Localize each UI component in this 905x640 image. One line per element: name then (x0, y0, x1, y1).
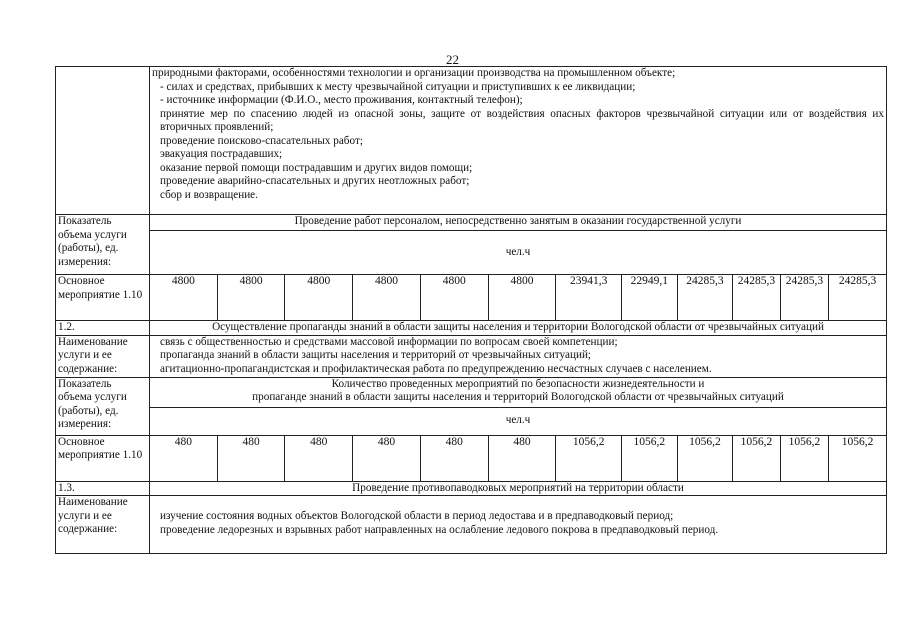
block3-title: Проведение противопаводковых мероприятий на территории области (150, 481, 887, 496)
intro-line: - источнике информации (Ф.И.О., место проживания, контактный телефон); (160, 94, 523, 106)
intro-line: - силах и средствах, прибывших к месту чрезвычайной ситуации и приступивших к ее ликвидации; (160, 80, 636, 93)
content-line: изучение состояния водных объектов Вологодской области в период ледостава и в предпаводковый период; (160, 510, 674, 522)
value-cell: 480 (150, 435, 218, 481)
block1-indicator-row (56, 215, 887, 231)
indicator-label: Показатель объема услуги (работы), ед. измерения: (56, 215, 150, 275)
block3-content (150, 496, 887, 554)
block2-title-row (56, 321, 887, 336)
value-cell: 480 (488, 435, 556, 481)
value-cell: 24285,3 (733, 275, 781, 321)
intro-line: природными факторами, особенностями технологии и организации производства на промышленном объекте; (152, 67, 676, 79)
value-cell: 480 (353, 435, 421, 481)
block3-content-row (56, 496, 887, 554)
block1-values-row (56, 275, 887, 321)
content-line: проведение ледорезных и взрывных работ направленных на ослабление ледового покрова в предпаводковый период. (160, 523, 719, 536)
value-cell: 1056,2 (829, 435, 887, 481)
value-cell: 23941,3 (556, 275, 622, 321)
block3-number: 1.3. (56, 481, 150, 496)
value-cell: 480 (285, 435, 353, 481)
value-cell: 1056,2 (622, 435, 678, 481)
intro-label-cell (56, 67, 150, 215)
value-cell: 4800 (488, 275, 556, 321)
intro-line: принятие мер по спасению людей из опасной зоны, защите от воздействия опасных факторов чрезвычайной ситуации или от воздействия их вторичных проявлений; (160, 107, 884, 133)
value-cell: 24285,3 (780, 275, 829, 321)
main-event-label: Основное мероприятие 1.10 (56, 435, 150, 481)
page-number: 22 (446, 52, 459, 67)
value-cell: 4800 (285, 275, 353, 321)
block3-title-row (56, 481, 887, 496)
content-line: связь с общественностью и средствами массовой информации по вопросам своей компетенции; (160, 335, 618, 348)
block2-content-row (56, 335, 887, 377)
indicator-line: Количество проведенных мероприятий по безопасности жизнедеятельности и (331, 377, 705, 390)
intro-line: сбор и возвращение. (160, 188, 258, 201)
service-name-label: Наименование услуги и ее содержание: (56, 496, 150, 554)
intro-row (56, 67, 887, 215)
block2-unit: чел.ч (150, 407, 887, 435)
indicator-line: пропаганде знаний в области защиты населения и территорий Вологодской области от чрезвычайных ситуаций (252, 391, 784, 403)
block2-values-row (56, 435, 887, 481)
block2-number: 1.2. (56, 321, 150, 336)
value-cell: 4800 (150, 275, 218, 321)
block2-title: Осуществление пропаганды знаний в области защиты населения и территории Вологодской области от чрезвычайных ситуаций (150, 321, 887, 336)
intro-text-cell (150, 67, 887, 215)
value-cell: 24285,3 (677, 275, 733, 321)
block2-indicator (150, 377, 887, 407)
intro-line: оказание первой помощи пострадавшим и других видов помощи; (160, 161, 473, 174)
value-cell: 1056,2 (780, 435, 829, 481)
value-cell: 480 (217, 435, 285, 481)
intro-line: проведение поисково-спасательных работ; (160, 134, 363, 147)
document-table (55, 66, 887, 554)
service-name-label: Наименование услуги и ее содержание: (56, 335, 150, 377)
content-line: пропаганда знаний в области защиты населения и территорий от чрезвычайных ситуаций; (160, 349, 592, 361)
value-cell: 4800 (353, 275, 421, 321)
block2-indicator-row (56, 377, 887, 407)
value-cell: 1056,2 (556, 435, 622, 481)
block1-unit-row (56, 231, 887, 275)
intro-line: проведение аварийно-спасательных и других неотложных работ; (160, 175, 470, 187)
value-cell: 22949,1 (622, 275, 678, 321)
content-line: агитационно-пропагандистская и профилактическая работа по предупреждению несчастных случаев с населением. (160, 362, 712, 375)
block2-content (150, 335, 887, 377)
value-cell: 480 (420, 435, 488, 481)
block2-unit-row (56, 407, 887, 435)
intro-line: эвакуация пострадавших; (160, 148, 283, 160)
value-cell: 1056,2 (677, 435, 733, 481)
main-event-label: Основное мероприятие 1.10 (56, 275, 150, 321)
value-cell: 4800 (217, 275, 285, 321)
indicator-label: Показатель объема услуги (работы), ед. измерения: (56, 377, 150, 435)
block1-indicator-text: Проведение работ персоналом, непосредственно занятым в оказании государственной услуги (150, 215, 887, 231)
value-cell: 24285,3 (829, 275, 887, 321)
block1-unit: чел.ч (150, 231, 887, 275)
value-cell: 1056,2 (733, 435, 781, 481)
value-cell: 4800 (420, 275, 488, 321)
